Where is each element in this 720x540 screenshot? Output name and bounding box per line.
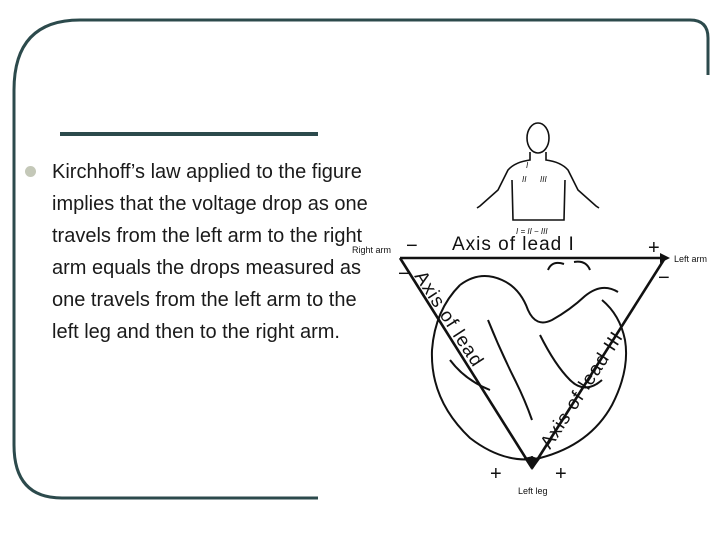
lead-3-negative-sign: − <box>658 267 670 289</box>
bullet-marker <box>25 166 36 177</box>
lead-2-positive-sign: + <box>490 463 502 485</box>
lead-1-positive-sign: + <box>648 237 660 259</box>
left-leg-label: Left leg <box>518 486 548 496</box>
lead-2-negative-sign: − <box>398 263 410 285</box>
axis-lead-2-label: Axis of lead <box>409 267 488 372</box>
axis-lead-1-label: Axis of lead I <box>452 234 575 255</box>
torso-lead-1-label: I <box>526 161 529 170</box>
torso-lead-3-label: III <box>540 175 547 184</box>
lead-1-negative-sign: − <box>406 235 418 257</box>
torso-figure <box>477 123 599 220</box>
axis-lead-3-label: Axis of lead III <box>536 327 628 453</box>
lead-3-positive-sign: + <box>555 463 567 485</box>
lead-equation: I = II − III <box>516 227 548 236</box>
left-arm-label: Left arm <box>674 254 708 264</box>
torso-lead-2-label: II <box>522 175 527 184</box>
bullet-text: Kirchhoff’s law applied to the figure implies that the voltage drop as one travels from the left arm to the right arm equals the drops measured as one travels from the left arm to the left leg and then to the right arm. <box>52 161 368 343</box>
lead-1-arrowhead <box>660 253 670 263</box>
right-arm-label: Right arm <box>352 245 392 255</box>
einthoven-triangle-diagram <box>340 120 720 510</box>
